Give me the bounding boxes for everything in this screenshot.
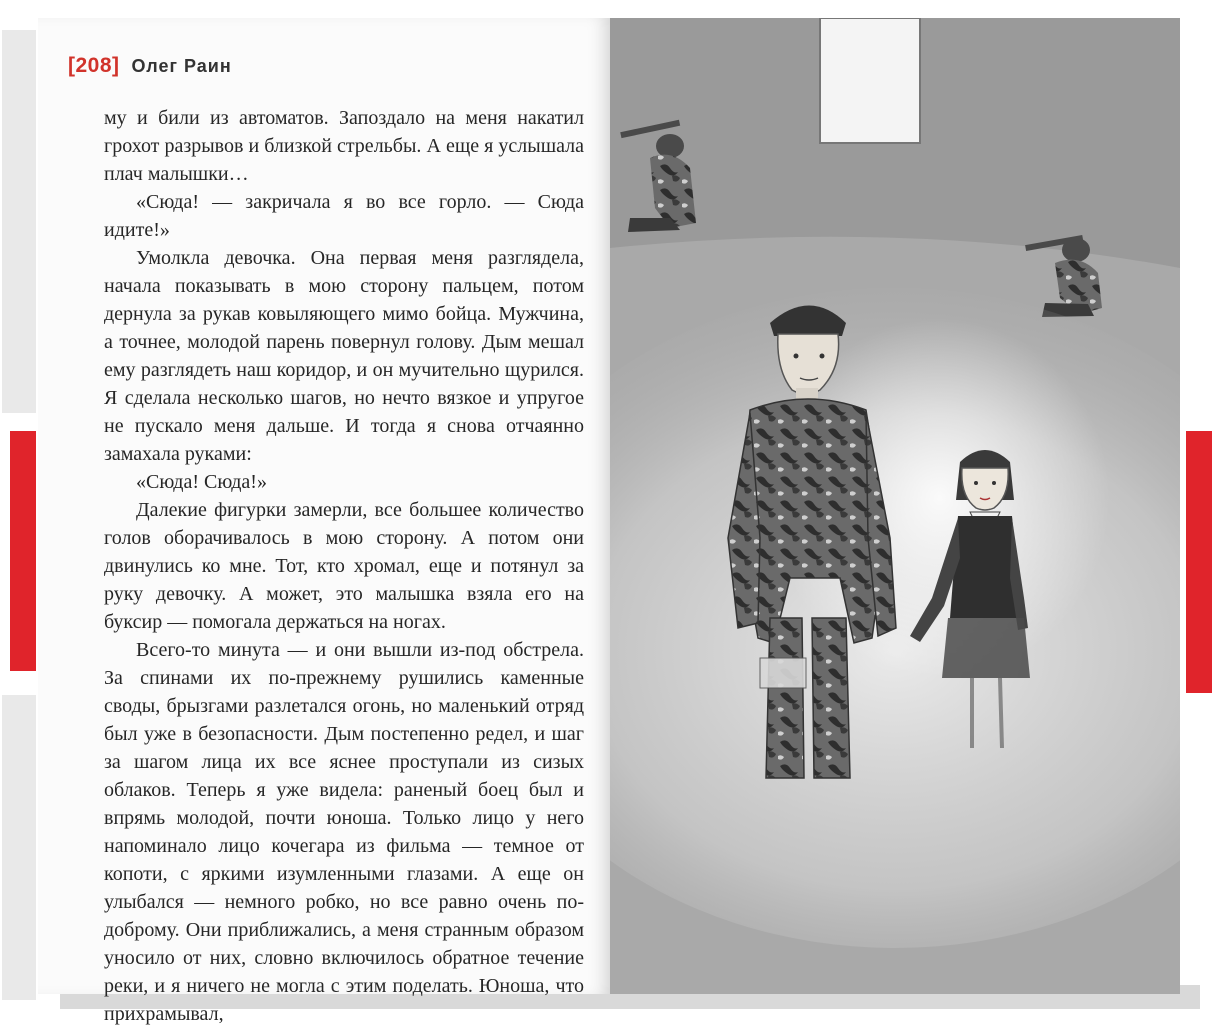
paragraph: «Сюда! Сюда!»: [136, 471, 267, 493]
paragraph: Далекие фигурки замерли, все большее количество голов оборачивалось в мою сторону. А потом они двинулись ко мне. Тот, кто хромал, еще и потянул за руку девочку. А может, это малышка взяла его на буксир — помогала держаться на ногах.: [104, 499, 584, 633]
paragraph: Всего-то минута — и они вышли из-под обстрела. За спинами их по-прежнему рушились каменные своды, брызгами разлетался огонь, но маленький отряд был уже в безопасности. Дым постепенно редел, и шаг за шагом лица их все яснее проступали из сизых облаков. Теперь я уже видела: раненый боец был и впрямь молодой, почти юноша. Только лицо у него напоминало лицо кочегара из фильма — темное от копоти, с яркими изумленными глазами. А еще он улыбался — немного робко, но все равно очень по-доброму. Они приближались, а меня странным образом уносило от них, словно включилось обратное течение реки, и я ничего не могла с этим поделать. Юноша, что прихрамывал,: [104, 639, 584, 1025]
author-name: Олег Раин: [131, 56, 232, 76]
cover-red-band-right: [1182, 413, 1216, 695]
page-number: [208]: [68, 54, 120, 77]
window: [820, 18, 920, 143]
right-page-illustration: [610, 18, 1180, 994]
body-text: [104, 104, 584, 1028]
paragraph: «Сюда! — закричала я во все горло. — Сюда идите!»: [104, 191, 584, 241]
illustration: [610, 18, 1180, 994]
running-head: [68, 54, 232, 78]
paragraph: му и били из автоматов. Запоздало на меня накатил грохот разрывов и близкой стрельбы. А еще я услышала плач малышки…: [104, 107, 584, 185]
paragraph: Умолкла девочка. Она первая меня разглядела, начала показывать в мою сторону пальцем, потом дернула за рукав ковыляющего мимо бойца. Мужчина, а точнее, молодой парень повернул голову. Дым мешал ему разглядеть наш коридор, и он мучительно щурился. Я сделала несколько шагов, но нечто вязкое и упругое не пускало меня дальше. И тогда я снова отчаянно замахала руками:: [104, 247, 584, 465]
left-page: [38, 18, 610, 1025]
